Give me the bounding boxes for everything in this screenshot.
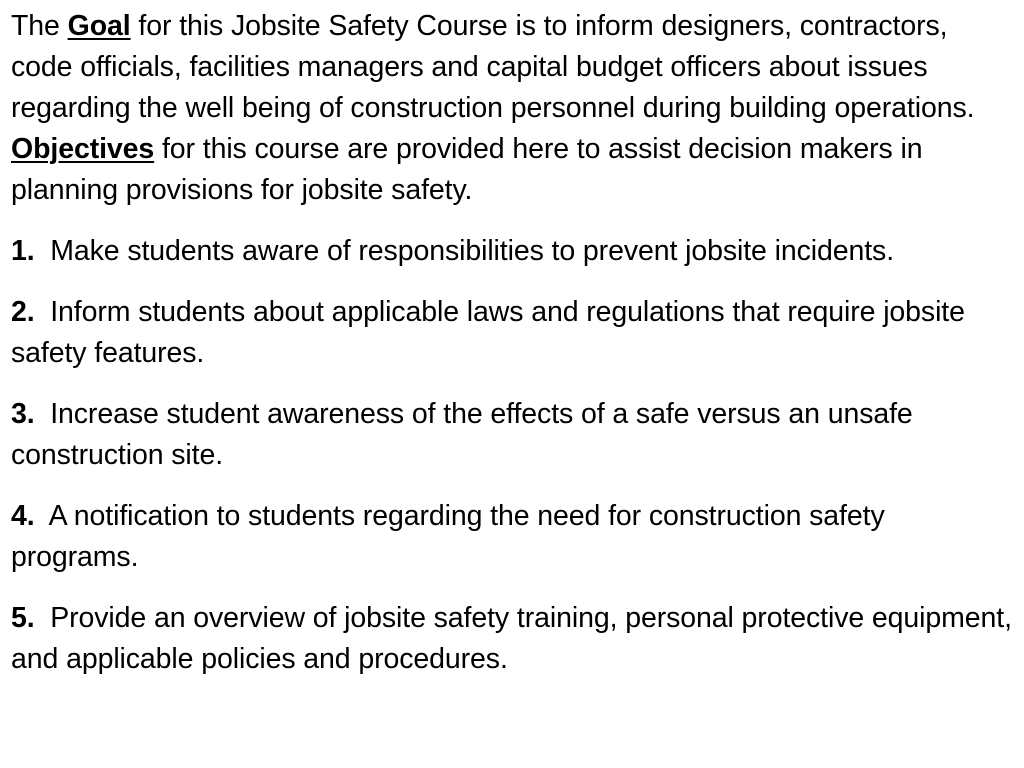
objective-number: 5.	[11, 602, 35, 634]
objective-number: 1.	[11, 235, 35, 267]
intro-text-1: The	[11, 10, 68, 42]
intro-text-2: for this Jobsite Safety Course is to inform designers, contractors, code officials, facilities managers and capital budget officers about issues regarding the well being of construction personnel during building operations.	[11, 10, 975, 124]
objective-text: A notification to students regarding the need for construction safety programs.	[11, 500, 893, 573]
objective-text: Inform students about applicable laws and regulations that require jobsite safety features.	[11, 296, 973, 369]
objective-text: Increase student awareness of the effects of a safe versus an unsafe construction site.	[11, 398, 921, 471]
objective-text: Make students aware of responsibilities to prevent jobsite incidents.	[34, 235, 895, 267]
objective-item-2	[11, 292, 1012, 374]
objective-number: 2.	[11, 296, 35, 328]
objectives-label: Objectives	[11, 133, 155, 165]
intro-text-3: for this course are provided here to assist decision makers in planning provisions for jobsite safety.	[11, 133, 923, 206]
objective-item-3	[11, 394, 1012, 476]
goal-label: Goal	[67, 10, 131, 42]
objective-item-1	[11, 231, 1012, 272]
intro-paragraph	[11, 6, 1012, 211]
objective-text: Provide an overview of jobsite safety training, personal protective equipment, and applicable policies and procedures.	[11, 602, 1020, 675]
objective-number: 4.	[11, 500, 35, 532]
objective-number: 3.	[11, 398, 35, 430]
objective-item-4	[11, 496, 1012, 578]
objective-item-5	[11, 598, 1020, 680]
